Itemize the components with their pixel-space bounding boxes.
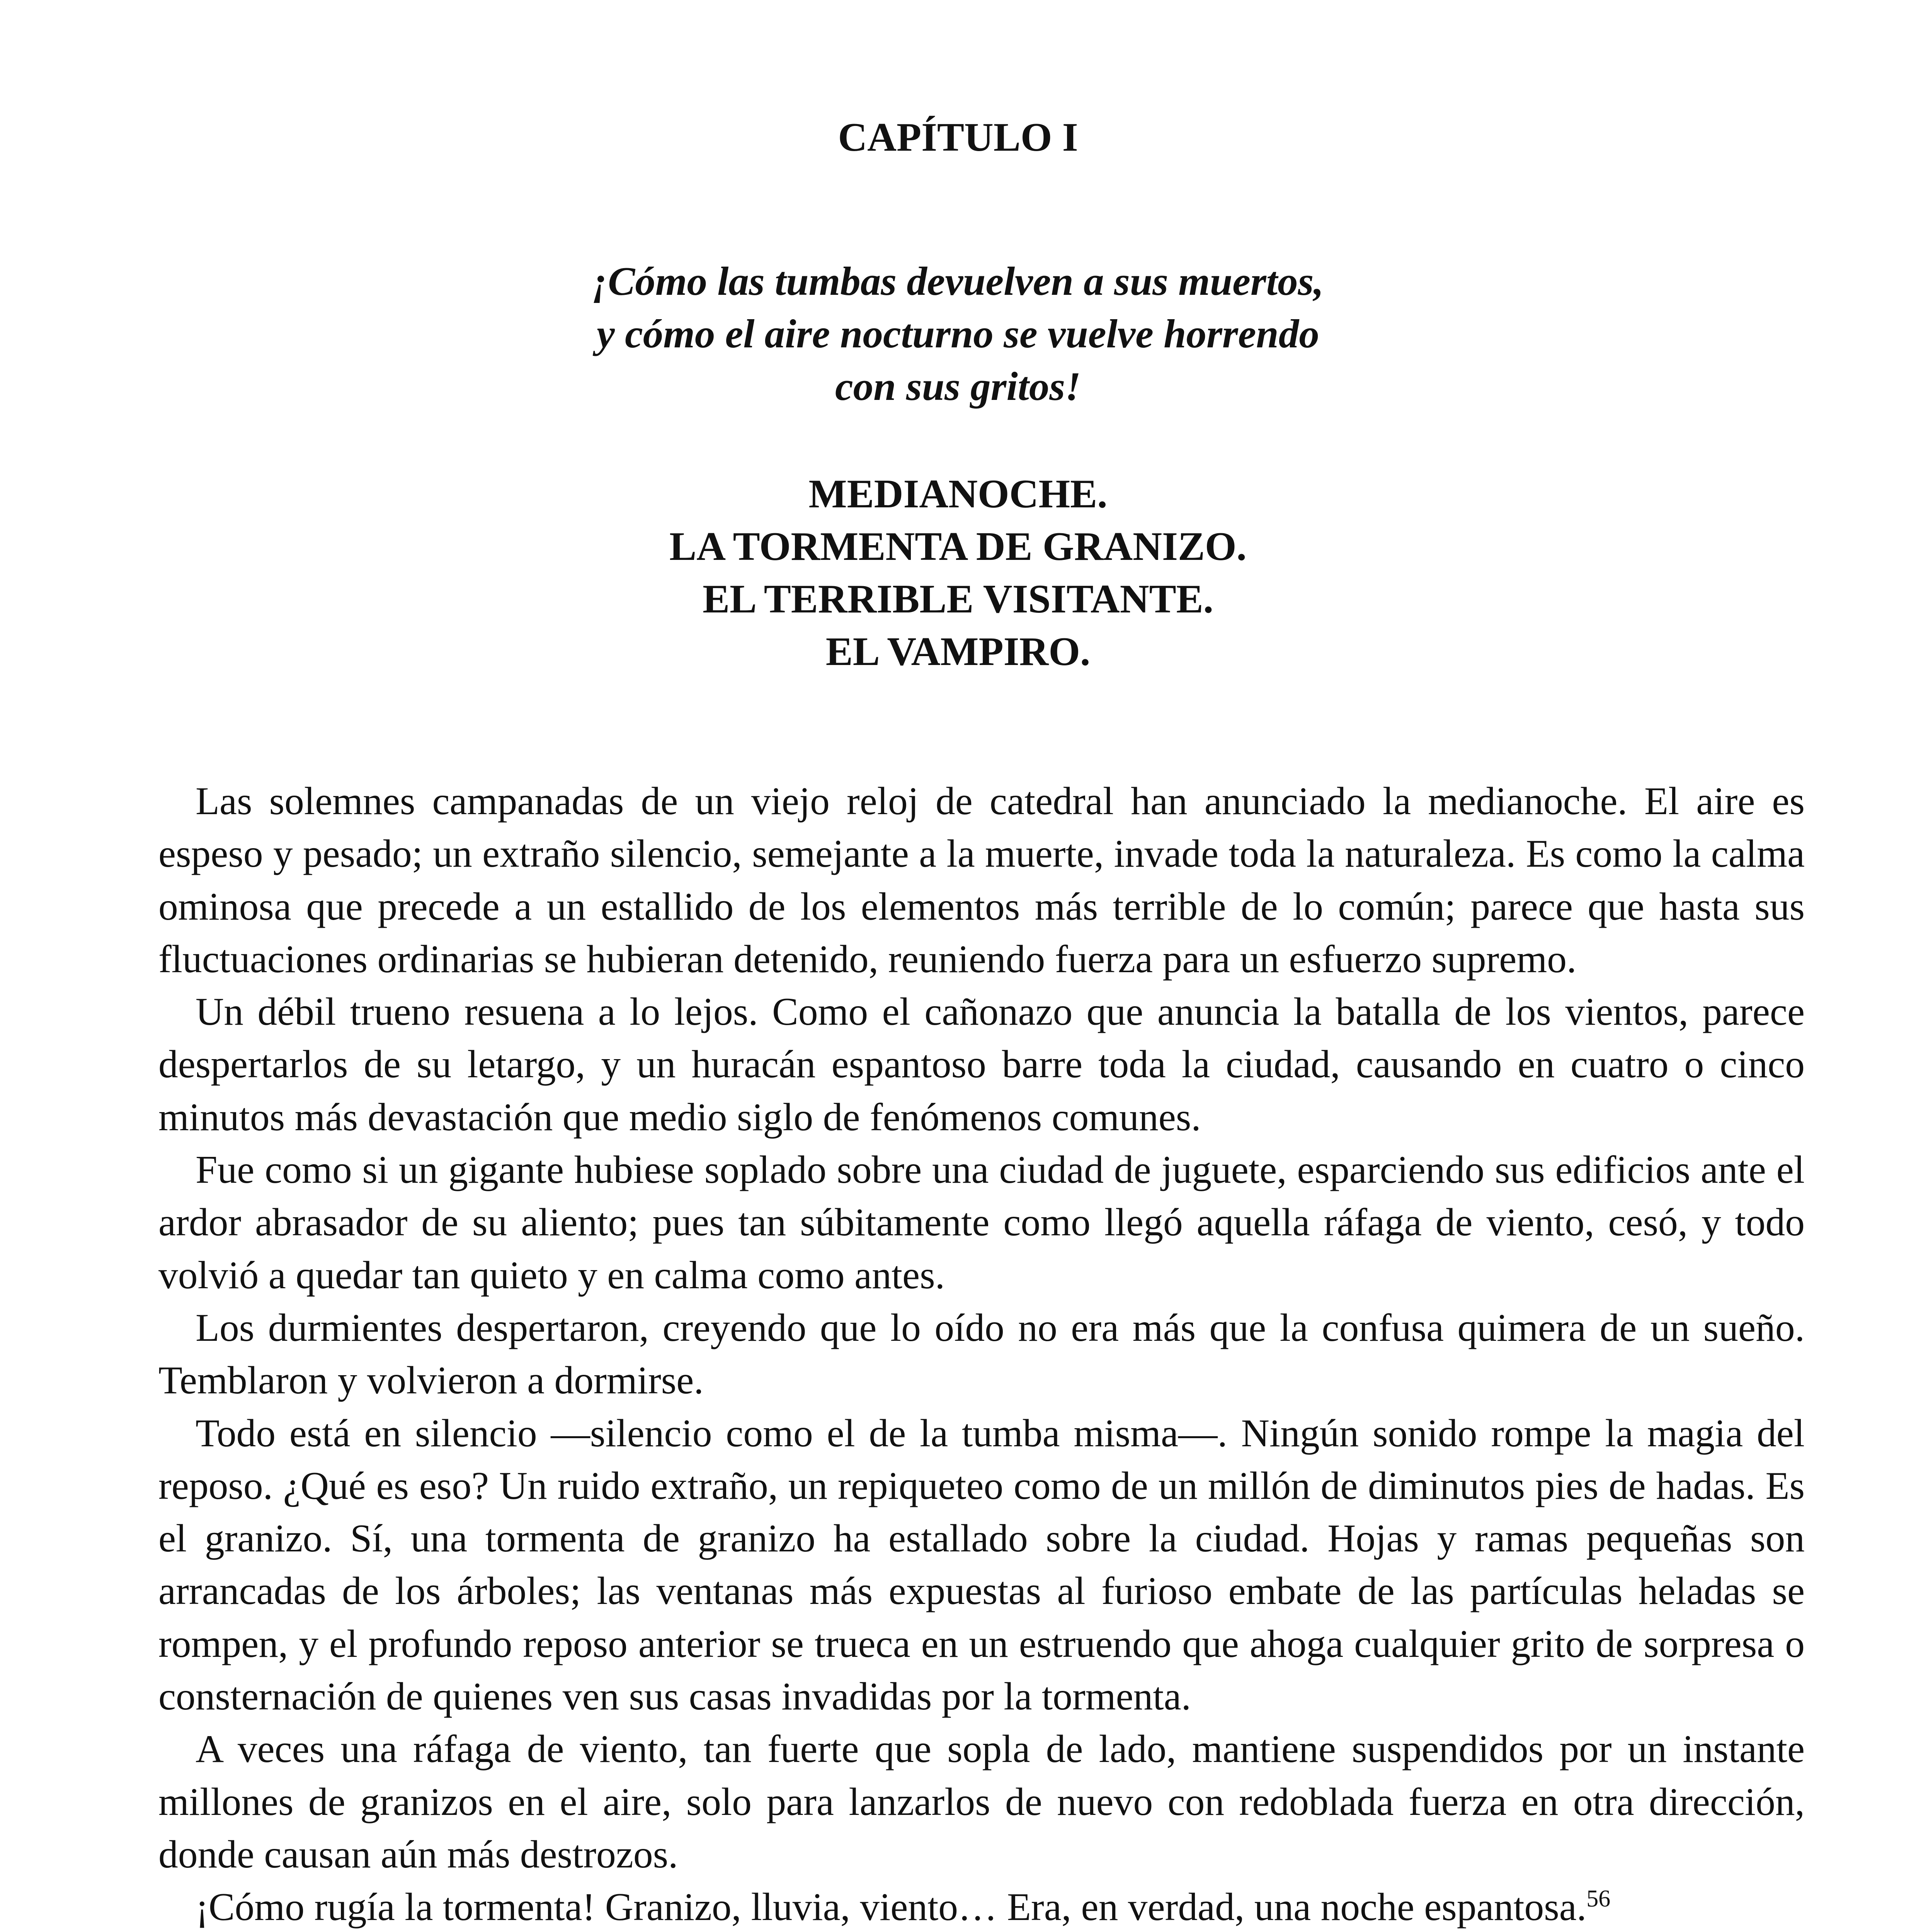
body-paragraph: Fue como si un gigante hubiese soplado sobre una ciudad de juguete, esparciendo sus edificios ante el ardor abrasador de su aliento; pues tan súbitamente como llegó aquella ráfaga de viento, cesó, y todo volvió a quedar tan quieto y en calma como antes. bbox=[158, 1148, 1805, 1297]
body-paragraph: A veces una ráfaga de viento, tan fuerte que sopla de lado, mantiene suspendidos por un instante millones de granizos en el aire, solo para lanzarlos de nuevo con redoblada fuerza en otra dirección, donde causan aún más destrozos. bbox=[158, 1727, 1805, 1876]
body-paragraph: Un débil trueno resuena a lo lejos. Como el cañonazo que anuncia la batalla de los vientos, parece despertarlos de su letargo, y un huracán espantoso barre toda la ciudad, causando en cuatro o cinco minutos más devastación que medio siglo de fenómenos comunes. bbox=[158, 990, 1805, 1139]
body-paragraph-last-text: ¡Cómo rugía la tormenta! Granizo, lluvia, viento… Era, en verdad, una noche espantosa. bbox=[196, 1885, 1587, 1929]
subheading-line: MEDIANOCHE. bbox=[808, 471, 1108, 516]
body-paragraph: Los durmientes despertaron, creyendo que lo oído no era más que la confusa quimera de un sueño. Temblaron y volvieron a dormirse. bbox=[158, 1306, 1805, 1402]
chapter-subheadings bbox=[0, 468, 1916, 678]
body-paragraph-last bbox=[158, 1881, 1805, 1932]
body-paragraph: Todo está en silencio —silencio como el de la tumba misma—. Ningún sonido rompe la magia del reposo. ¿Qué es eso? Un ruido extraño, un repiqueteo como de un millón de diminutos pies de hadas. Es el granizo. Sí, una tormenta de granizo ha estallado sobre la ciudad. Hojas y ramas pequeñas son arrancadas de los árboles; las ventanas más expuestas al furioso embate de las partículas heladas se rompen, y el profundo reposo anterior se trueca en un estruendo que ahoga cualquier grito de sorpresa o consternación de quienes ven sus casas invadidas por la tormenta. bbox=[158, 1411, 1805, 1718]
epigraph-line: y cómo el aire nocturno se vuelve horrendo bbox=[597, 311, 1319, 356]
epigraph-line: con sus gritos! bbox=[835, 364, 1081, 409]
chapter-title: CAPÍTULO I bbox=[838, 114, 1078, 160]
subheading-line: EL VAMPIRO. bbox=[825, 629, 1091, 674]
epigraph-line: ¡Cómo las tumbas devuelven a sus muertos, bbox=[592, 259, 1324, 304]
footnote-reference[interactable]: 56 bbox=[1586, 1886, 1611, 1912]
body-paragraph: Las solemnes campanadas de un viejo reloj de catedral han anunciado la medianoche. El aire es espeso y pesado; un extraño silencio, semejante a la muerte, invade toda la naturaleza. Es como la calma ominosa que precede a un estallido de los elementos más terrible de lo común; parece que hasta sus fluctuaciones ordinarias se hubieran detenido, reuniendo fuerza para un esfuerzo supremo. bbox=[158, 779, 1805, 981]
body-text bbox=[158, 775, 1805, 1932]
subheading-line: EL TERRIBLE VISITANTE. bbox=[703, 576, 1213, 621]
subheading-line: LA TORMENTA DE GRANIZO. bbox=[669, 524, 1247, 569]
chapter-epigraph bbox=[0, 255, 1916, 413]
